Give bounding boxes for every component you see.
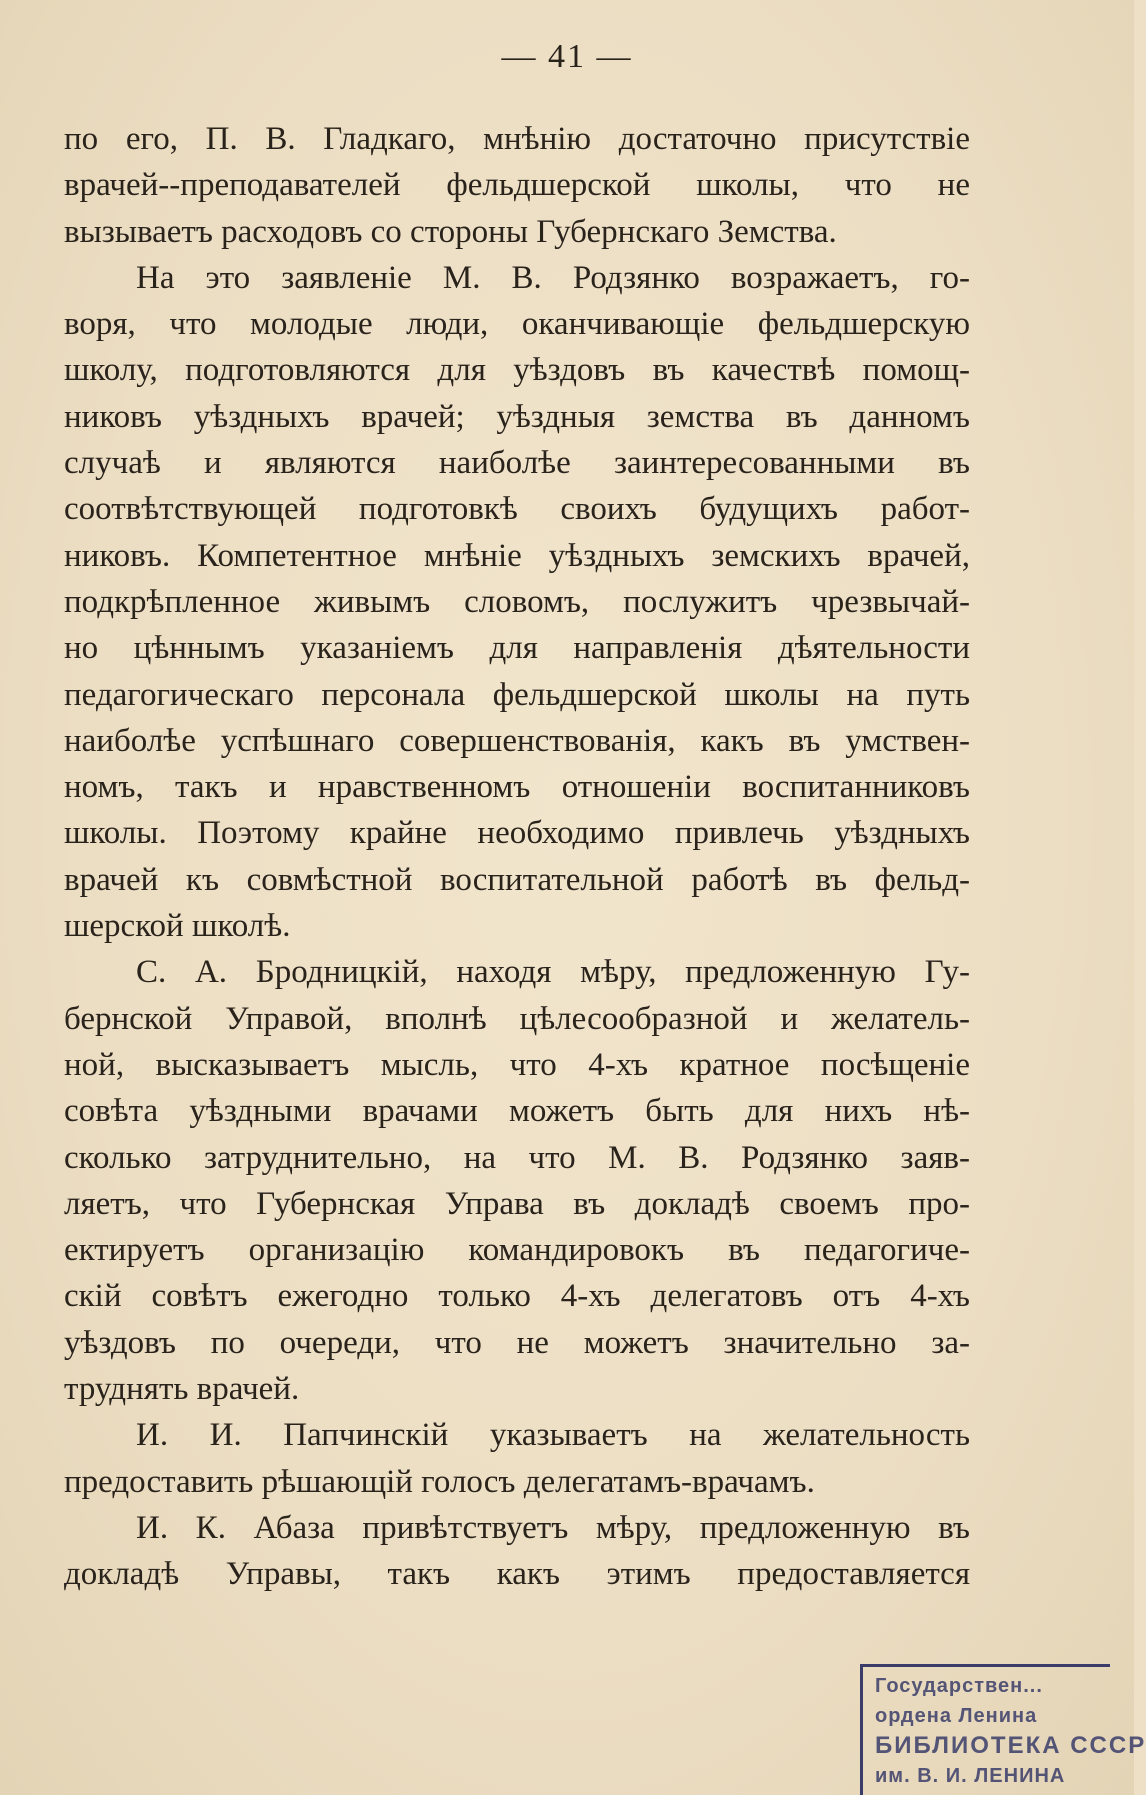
- text-line: по его, П. В. Гладкаго, мнѣнію достаточно присутствіе: [64, 121, 970, 157]
- text-line: педагогическаго персонала фельдшерской школы на путь: [64, 676, 970, 713]
- text-line: случаѣ и являются наиболѣе заинтересованными въ: [64, 445, 970, 482]
- stamp-line: им. В. И. ЛЕНИНА: [875, 1765, 1066, 1787]
- text-line: И. И. Папчинскій указываетъ на желательность: [136, 1417, 970, 1454]
- body-text: [64, 116, 970, 1598]
- text-line: сколько затруднительно, на что М. В. Родзянко заяв-: [64, 1139, 970, 1176]
- text-line: подкрѣпленное живымъ словомъ, послужитъ чрезвычай-: [64, 583, 970, 620]
- text-line: совѣта уѣздными врачами можетъ быть для нихъ нѣ-: [64, 1093, 970, 1130]
- text-line: скій совѣтъ ежегодно только 4-хъ делегатовъ отъ 4-хъ: [64, 1278, 970, 1315]
- text-line: шерской школѣ.: [64, 908, 291, 945]
- text-line: ектируетъ организацію командировокъ въ педагогиче-: [64, 1232, 970, 1269]
- stamp-line: Государствен...: [875, 1675, 1043, 1697]
- text-line: номъ, такъ и нравственномъ отношеніи воспитанниковъ: [64, 769, 970, 806]
- text-line: уѣздовъ по очереди, что не можетъ значительно за-: [64, 1324, 970, 1361]
- text-line: школы. Поэтому крайне необходимо привлечь уѣздныхъ: [64, 815, 970, 852]
- text-line: ной, высказываетъ мысль, что 4-хъ кратное посѣщеніе: [64, 1046, 970, 1083]
- library-stamp: [860, 1664, 1146, 1795]
- text-line: бернской Управой, вполнѣ цѣлесообразной и желатель-: [64, 1000, 970, 1037]
- text-line: никовъ. Компетентное мнѣніе уѣздныхъ земскихъ врачей,: [64, 537, 970, 574]
- text-line: врачей--преподавателей фельдшерской школы, что не: [64, 167, 970, 204]
- text-line: предоставить рѣшающій голосъ делегатамъ-врачамъ.: [64, 1463, 815, 1500]
- text-line: школу, подготовляются для уѣздовъ въ качествѣ помощ-: [64, 352, 970, 389]
- text-line: ляетъ, что Губернская Управа въ докладѣ своемъ про-: [64, 1185, 970, 1222]
- text-line: соотвѣтствующей подготовкѣ своихъ будущихъ работ-: [64, 491, 970, 528]
- text-line: наиболѣе успѣшнаго совершенствованія, какъ въ умствен-: [64, 722, 970, 759]
- text-line: труднять врачей.: [64, 1371, 300, 1408]
- text-line: воря, что молодые люди, оканчивающіе фельдшерскую: [64, 306, 970, 343]
- text-line: врачей къ совмѣстной воспитательной работѣ въ фельд-: [64, 861, 970, 898]
- text-line: С. А. Бродницкій, находя мѣру, предложенную Гу-: [136, 954, 970, 991]
- text-line: никовъ уѣздныхъ врачей; уѣздныя земства въ данномъ: [64, 398, 970, 435]
- text-line: На это заявленіе М. В. Родзянко возражаетъ, го-: [136, 259, 970, 296]
- text-line: но цѣннымъ указаніемъ для направленія дѣятельности: [64, 630, 970, 667]
- stamp-line: ордена Ленина: [875, 1705, 1038, 1727]
- text-line: И. К. Абаза привѣтствуетъ мѣру, предложенную въ: [136, 1509, 970, 1546]
- text-line: докладѣ Управы, такъ какъ этимъ предоставляется: [64, 1556, 970, 1593]
- text-line: вызываетъ расходовъ со стороны Губернскаго Земства.: [64, 213, 837, 250]
- page-number: — 41 —: [501, 38, 633, 75]
- stamp-line: БИБЛИОТЕКА СССР: [875, 1732, 1146, 1759]
